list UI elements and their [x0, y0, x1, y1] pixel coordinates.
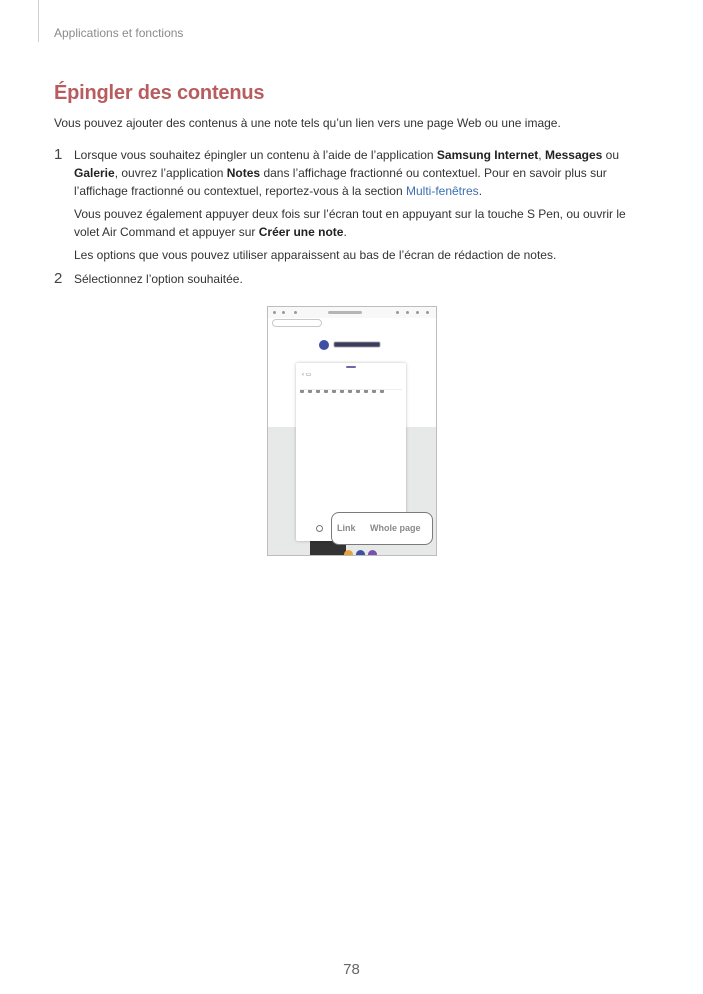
step-number: 2 — [54, 270, 63, 287]
text: Lorsque vous souhaitez épingler un contenu à l’aide de l’application — [74, 148, 437, 162]
page-title: Épingler des contenus — [54, 82, 265, 104]
back-icon — [273, 311, 276, 314]
pin-whole-page-option[interactable]: Whole page — [370, 523, 421, 533]
screenshot-illustration — [267, 306, 437, 556]
step-1-paragraph-3: Les options que vous pouvez utiliser apparaissent au bas de l’écran de rédaction de notes. — [74, 248, 557, 262]
app-icon — [356, 550, 365, 556]
note-back-icon: ‹ ▭ — [302, 372, 312, 378]
text: ou — [602, 148, 620, 162]
toolbar-icon — [396, 311, 399, 314]
text: Vous pouvez également appuyer deux fois sur l’écran tout en appuyant sur la touche S Pen, ou ouvrir le volet Air Command et appuyer sur — [74, 207, 626, 239]
step-body — [74, 146, 650, 269]
text: . — [478, 184, 483, 198]
toolbar-divider — [300, 389, 402, 390]
section-label: Applications et fonctions — [54, 26, 184, 40]
app-name-messages: Messages — [544, 148, 603, 162]
address-bar — [328, 311, 362, 314]
intro-text: Vous pouvez ajouter des contenus à une note tels qu’un lien vers une page Web ou une image. — [54, 116, 561, 130]
pin-option-icon — [316, 525, 323, 532]
app-icon — [344, 550, 353, 556]
app-name-samsung-internet: Samsung Internet — [436, 148, 539, 162]
window-handle — [346, 366, 356, 368]
header-rule — [38, 0, 39, 42]
menu-icon — [426, 311, 429, 314]
app-name-notes: Notes — [226, 166, 261, 180]
step-1-paragraph-2 — [74, 205, 650, 241]
page-number: 78 — [343, 961, 360, 978]
step-number: 1 — [54, 146, 63, 163]
home-icon — [294, 311, 297, 314]
toolbar-icon — [406, 311, 409, 314]
app-logo-text — [334, 342, 380, 347]
step-1-paragraph-1 — [74, 146, 650, 200]
creer-une-note-label: Créer une note — [258, 225, 344, 239]
multi-fenetres-link[interactable]: Multi-fenêtres — [405, 184, 479, 198]
app-name-galerie: Galerie — [74, 166, 115, 180]
toolbar-icon — [416, 311, 419, 314]
forward-icon — [282, 311, 285, 314]
step-body: Sélectionnez l’option souhaitée. — [74, 272, 243, 286]
browser-toolbar — [268, 307, 436, 318]
text: , — [538, 148, 545, 162]
note-toolbar — [300, 380, 402, 386]
text: . — [343, 225, 347, 239]
app-icon — [368, 550, 377, 556]
app-logo-icon — [319, 340, 329, 350]
pin-link-option[interactable]: Link — [337, 523, 356, 533]
pin-options-highlight — [331, 512, 433, 545]
browser-tab — [272, 319, 322, 327]
text: dans l’affichage fractionné ou contextuel. Pour en savoir plus sur l’affichage fractionné ou contextuel, reportez-vous à la section — [74, 166, 607, 198]
text: , ouvrez l’application — [114, 166, 227, 180]
